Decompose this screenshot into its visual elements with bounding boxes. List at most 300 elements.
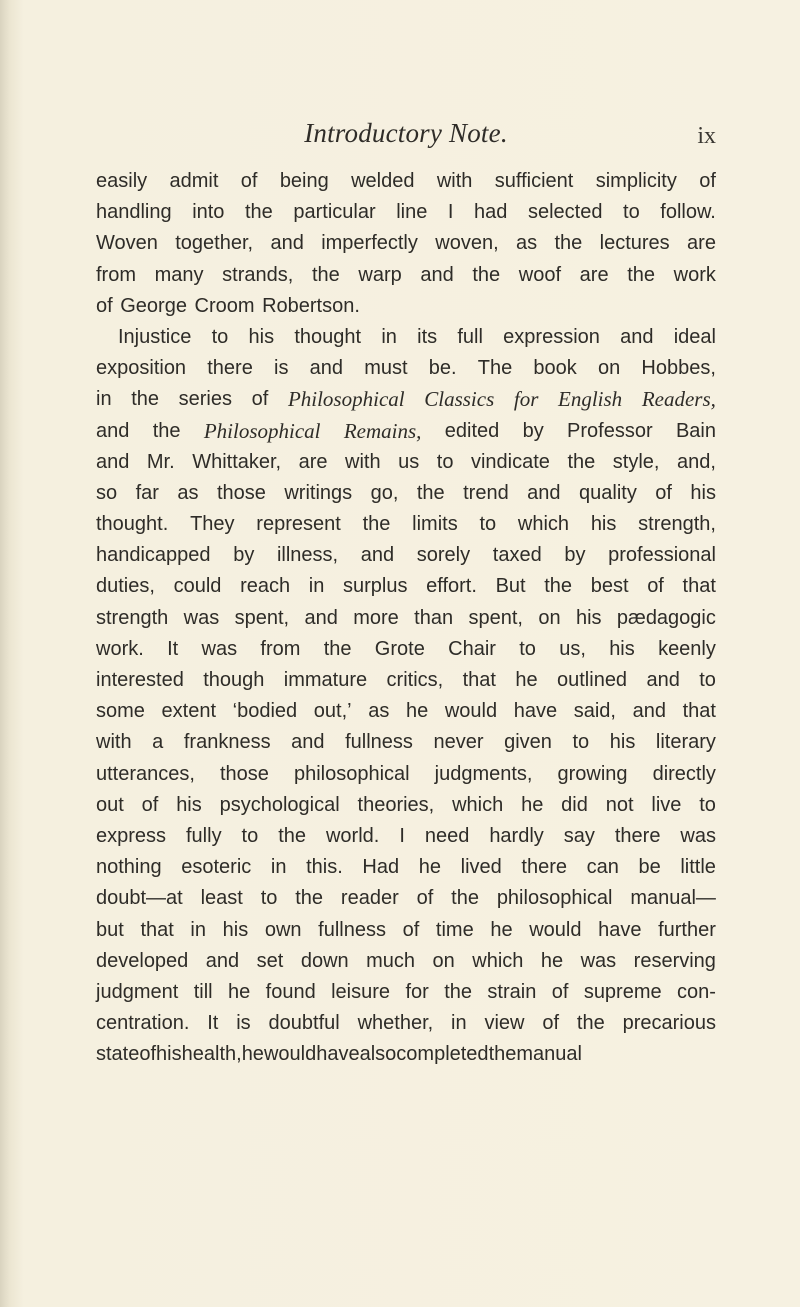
word: till bbox=[193, 980, 213, 1003]
word: in bbox=[308, 575, 325, 598]
word: writings bbox=[284, 481, 353, 504]
word: the bbox=[323, 637, 352, 660]
word: con- bbox=[677, 980, 716, 1003]
word: Remains, bbox=[343, 418, 422, 443]
word: the bbox=[472, 263, 501, 286]
word: and bbox=[620, 325, 654, 348]
word: Professor bbox=[567, 419, 653, 442]
word: there bbox=[521, 856, 567, 879]
word: particular bbox=[293, 201, 376, 224]
word: of bbox=[416, 887, 434, 910]
word: in bbox=[381, 325, 397, 348]
word: Bain bbox=[675, 419, 716, 442]
word: Grote bbox=[374, 637, 425, 660]
word: doubt—at bbox=[96, 887, 183, 910]
word: he bbox=[521, 793, 544, 816]
word: centration. bbox=[96, 1012, 190, 1035]
word: he bbox=[241, 1043, 264, 1066]
word: I bbox=[447, 201, 454, 224]
word: his bbox=[248, 325, 275, 348]
word: keenly bbox=[658, 637, 716, 660]
word: They bbox=[190, 513, 235, 536]
word: effort. bbox=[426, 575, 477, 598]
word: and bbox=[632, 700, 666, 723]
word: this. bbox=[306, 856, 343, 879]
word: also bbox=[359, 1043, 397, 1066]
word: Injustice bbox=[118, 325, 192, 348]
word: on bbox=[597, 357, 621, 380]
word: psychological bbox=[219, 793, 340, 816]
word: thought. bbox=[96, 513, 169, 536]
word: did bbox=[561, 793, 588, 816]
word: ‘bodied bbox=[232, 700, 298, 723]
word: which bbox=[472, 949, 524, 972]
text-line bbox=[96, 977, 716, 1008]
word: strain bbox=[487, 980, 537, 1003]
word: and bbox=[96, 419, 130, 442]
word: from bbox=[260, 637, 301, 660]
word: style, bbox=[612, 450, 660, 473]
word: the bbox=[451, 887, 479, 910]
word: was bbox=[680, 824, 716, 847]
word: own bbox=[264, 918, 302, 941]
text-line bbox=[96, 322, 716, 353]
word: welded bbox=[351, 170, 415, 192]
word: spent, bbox=[234, 606, 290, 629]
word: and bbox=[304, 606, 338, 629]
word: by bbox=[564, 544, 586, 567]
word: would bbox=[263, 1043, 317, 1066]
word: said, bbox=[573, 700, 616, 723]
word: Whittaker, bbox=[192, 450, 282, 473]
word: state bbox=[96, 1043, 140, 1066]
word: reader bbox=[340, 887, 399, 910]
word: The bbox=[477, 357, 513, 380]
word: the bbox=[416, 481, 445, 504]
word: reach bbox=[240, 575, 291, 598]
word: illness, bbox=[276, 544, 339, 567]
word: his bbox=[156, 1043, 182, 1066]
word: as bbox=[368, 700, 390, 723]
word: he bbox=[405, 700, 429, 723]
word: easily bbox=[96, 170, 148, 192]
text-line bbox=[96, 883, 716, 914]
word: work. bbox=[96, 637, 144, 660]
word: manual bbox=[516, 1043, 582, 1066]
word: the bbox=[576, 1012, 605, 1035]
word: of bbox=[542, 1012, 560, 1035]
word: need bbox=[424, 824, 470, 847]
word: by bbox=[522, 419, 544, 442]
word: the bbox=[278, 824, 307, 847]
word: and bbox=[527, 481, 561, 504]
word: lived bbox=[460, 856, 502, 879]
word: of bbox=[647, 575, 664, 598]
word: of bbox=[699, 170, 716, 192]
word: judgment bbox=[96, 980, 179, 1003]
word: as bbox=[515, 232, 538, 255]
word: time bbox=[435, 918, 474, 941]
word: selected bbox=[527, 201, 603, 224]
word: but bbox=[96, 918, 124, 941]
word: spent, bbox=[468, 606, 523, 629]
word: much bbox=[366, 949, 416, 972]
word: professional bbox=[608, 544, 716, 567]
word: in bbox=[270, 856, 287, 879]
word: though bbox=[203, 669, 265, 691]
body-text bbox=[96, 166, 716, 1070]
word: full bbox=[457, 325, 483, 348]
word: have bbox=[598, 918, 642, 941]
word: many bbox=[154, 263, 204, 286]
word: is bbox=[236, 1012, 251, 1035]
word: are bbox=[687, 232, 716, 255]
word: of bbox=[139, 1043, 157, 1066]
text-line bbox=[96, 759, 716, 790]
word: live bbox=[651, 793, 682, 816]
word: that bbox=[682, 700, 716, 723]
word: warp bbox=[358, 263, 402, 286]
word: of bbox=[240, 170, 258, 192]
word: he bbox=[540, 949, 564, 972]
word: line bbox=[396, 201, 428, 224]
word: his bbox=[609, 731, 636, 754]
text-line bbox=[96, 1039, 716, 1070]
word: he bbox=[490, 918, 513, 941]
text-line bbox=[96, 447, 716, 478]
word: and bbox=[420, 263, 454, 286]
word: that bbox=[682, 575, 716, 598]
word: Philosophical bbox=[287, 387, 405, 412]
word: being bbox=[279, 170, 329, 192]
word: the bbox=[311, 263, 340, 286]
word: nothing bbox=[96, 856, 162, 879]
word: found bbox=[265, 980, 316, 1003]
word: expression bbox=[503, 325, 600, 348]
word: he bbox=[418, 856, 441, 879]
word: its bbox=[417, 325, 438, 348]
word: us bbox=[398, 450, 420, 473]
word: is bbox=[274, 357, 289, 380]
word: with bbox=[345, 450, 381, 473]
word: work bbox=[673, 263, 716, 286]
word: whether, bbox=[357, 1012, 434, 1035]
word: his bbox=[575, 606, 602, 629]
word: world. bbox=[325, 824, 380, 847]
text-line bbox=[96, 790, 716, 821]
word: and bbox=[96, 450, 130, 473]
word: which bbox=[452, 793, 504, 816]
word: there bbox=[207, 357, 253, 380]
word: philosophical bbox=[293, 762, 410, 785]
word: immature bbox=[283, 669, 368, 691]
word: as bbox=[177, 481, 199, 504]
word: Had bbox=[362, 856, 400, 879]
word: utterances, bbox=[96, 762, 195, 785]
text-line bbox=[96, 821, 716, 852]
word: esoteric bbox=[181, 856, 252, 879]
word: further bbox=[658, 918, 716, 941]
word: strands, bbox=[222, 263, 294, 286]
word: us, bbox=[559, 637, 586, 660]
word: the bbox=[245, 201, 273, 224]
word: supreme bbox=[583, 980, 662, 1003]
word: he bbox=[515, 669, 538, 691]
text-line bbox=[96, 696, 716, 727]
word: quality bbox=[579, 481, 637, 504]
word: on bbox=[432, 949, 455, 972]
word: manual— bbox=[630, 887, 716, 910]
word: and bbox=[291, 731, 325, 754]
word: completed bbox=[396, 1043, 489, 1066]
text-line bbox=[96, 509, 716, 540]
word: would bbox=[444, 700, 498, 723]
word: vindicate bbox=[470, 450, 550, 473]
word: growing bbox=[557, 762, 628, 785]
word: hardly bbox=[489, 824, 544, 847]
word: Chair bbox=[448, 637, 496, 660]
word: which bbox=[517, 513, 570, 536]
word: was bbox=[183, 606, 220, 629]
word: have bbox=[316, 1043, 360, 1066]
word: that bbox=[462, 669, 496, 691]
word: doubtful bbox=[268, 1012, 340, 1035]
word: represent bbox=[256, 513, 341, 536]
word: view bbox=[484, 1012, 525, 1035]
text-line bbox=[96, 197, 716, 228]
text-line bbox=[96, 353, 716, 384]
word: in bbox=[451, 1012, 467, 1035]
word: not bbox=[605, 793, 634, 816]
word: of George Croom Robertson. bbox=[96, 294, 360, 317]
word: directly bbox=[652, 762, 716, 785]
word: out,’ bbox=[313, 700, 352, 723]
word: into bbox=[192, 201, 225, 224]
word: sorely bbox=[416, 544, 471, 567]
word: little bbox=[680, 856, 716, 879]
word: more bbox=[353, 606, 399, 629]
text-line bbox=[96, 166, 716, 197]
word: leisure bbox=[331, 980, 391, 1003]
word: he bbox=[227, 980, 251, 1003]
word: say bbox=[563, 824, 595, 847]
word: woof bbox=[518, 263, 562, 286]
word: those bbox=[216, 481, 266, 504]
word: to bbox=[241, 824, 259, 847]
text-line bbox=[96, 915, 716, 946]
word: ideal bbox=[673, 325, 716, 348]
word: limits bbox=[412, 513, 458, 536]
word: with bbox=[436, 170, 473, 192]
word: to bbox=[436, 450, 454, 473]
word: of bbox=[251, 388, 269, 411]
text-line bbox=[96, 603, 716, 634]
word: and bbox=[270, 232, 304, 255]
word: trend bbox=[463, 481, 509, 504]
word: to bbox=[260, 887, 278, 910]
word: his bbox=[222, 918, 249, 941]
word: strength, bbox=[638, 513, 716, 536]
word: have bbox=[513, 700, 558, 723]
word: judgments, bbox=[434, 762, 533, 785]
word: pædagogic bbox=[616, 606, 716, 629]
word: book bbox=[533, 357, 577, 380]
word: of bbox=[551, 980, 569, 1003]
word: health, bbox=[181, 1043, 242, 1066]
word: But bbox=[495, 575, 526, 598]
word: to bbox=[519, 637, 536, 660]
word: to bbox=[479, 513, 497, 536]
word: in bbox=[190, 918, 206, 941]
word: English bbox=[558, 387, 623, 412]
word: down bbox=[300, 949, 349, 972]
word: the bbox=[362, 513, 391, 536]
word: than bbox=[414, 606, 454, 629]
word: sufficient bbox=[494, 170, 574, 192]
word: edited bbox=[444, 419, 500, 442]
word: that bbox=[140, 918, 174, 941]
word: fullness bbox=[345, 731, 413, 754]
word: with bbox=[96, 731, 132, 754]
running-title: Introductory Note. bbox=[304, 118, 508, 148]
word: and, bbox=[676, 450, 716, 473]
word: frankness bbox=[183, 731, 271, 754]
word: his bbox=[590, 513, 617, 536]
word: extent bbox=[161, 700, 217, 723]
word: and bbox=[360, 544, 395, 567]
word: Hobbes, bbox=[641, 357, 716, 380]
word: on bbox=[538, 606, 561, 629]
word: simplicity bbox=[595, 170, 677, 192]
word: critics, bbox=[386, 669, 444, 691]
word: to bbox=[699, 669, 716, 691]
word: a bbox=[152, 731, 164, 754]
word: woven, bbox=[435, 232, 499, 255]
word: was bbox=[201, 637, 238, 660]
word: best bbox=[590, 575, 629, 598]
word: of bbox=[402, 918, 420, 941]
text-line bbox=[96, 291, 716, 322]
word: the bbox=[295, 887, 324, 910]
word: would bbox=[529, 918, 582, 941]
word: the bbox=[444, 980, 472, 1003]
word: express bbox=[96, 824, 167, 847]
word: I bbox=[399, 824, 405, 847]
word: those bbox=[219, 762, 269, 785]
word: his bbox=[176, 793, 202, 816]
word: far bbox=[135, 481, 159, 504]
word: developed bbox=[96, 949, 189, 972]
word: his bbox=[609, 637, 635, 660]
word: in bbox=[96, 388, 112, 411]
word: the bbox=[131, 388, 160, 411]
word: handling bbox=[96, 201, 172, 224]
word: duties, bbox=[96, 575, 155, 598]
word: there bbox=[614, 824, 661, 847]
text-line bbox=[96, 260, 716, 291]
text-line bbox=[96, 540, 716, 571]
word: Readers, bbox=[641, 387, 716, 412]
word: philosophical bbox=[496, 887, 613, 910]
word: and bbox=[205, 949, 240, 972]
word: could bbox=[173, 575, 222, 598]
word: out bbox=[96, 793, 124, 816]
text-line bbox=[96, 384, 716, 415]
word: Philosophical bbox=[203, 418, 321, 443]
text-line bbox=[96, 634, 716, 665]
text-line bbox=[96, 946, 716, 977]
word: to bbox=[572, 731, 590, 754]
word: interested bbox=[96, 669, 184, 691]
word: fully bbox=[186, 824, 222, 847]
word: It bbox=[207, 1012, 219, 1035]
word: outlined bbox=[557, 669, 628, 691]
word: taxed bbox=[492, 544, 542, 567]
text-line bbox=[96, 228, 716, 259]
word: the bbox=[488, 1043, 517, 1066]
word: for bbox=[513, 387, 539, 412]
word: together, bbox=[175, 232, 254, 255]
word: series bbox=[178, 388, 232, 411]
text-line bbox=[96, 852, 716, 883]
word: to bbox=[211, 325, 229, 348]
word: the bbox=[152, 419, 181, 442]
word: so bbox=[96, 481, 118, 504]
text-line bbox=[96, 727, 716, 758]
word: strength bbox=[96, 606, 169, 629]
word: Mr. bbox=[146, 450, 175, 473]
word: fullness bbox=[318, 918, 386, 941]
word: had bbox=[474, 201, 508, 224]
word: the bbox=[554, 232, 583, 255]
word: handicapped bbox=[96, 544, 211, 567]
word: It bbox=[167, 637, 179, 660]
word: imperfectly bbox=[321, 232, 418, 255]
text-line bbox=[96, 571, 716, 602]
word: of bbox=[655, 481, 672, 504]
word: to bbox=[623, 201, 640, 224]
word: lectures bbox=[599, 232, 670, 255]
word: reserving bbox=[633, 949, 716, 972]
word: the bbox=[627, 263, 656, 286]
word: precarious bbox=[622, 1012, 716, 1035]
word: and bbox=[646, 669, 680, 691]
word: Classics bbox=[424, 387, 495, 412]
word: exposition bbox=[96, 357, 187, 380]
word: are bbox=[298, 450, 328, 473]
word: be bbox=[638, 856, 661, 879]
text-line bbox=[96, 665, 716, 696]
word: follow. bbox=[660, 201, 716, 224]
word: least bbox=[200, 887, 243, 910]
page-number: ix bbox=[697, 123, 716, 149]
page-header bbox=[96, 118, 716, 158]
word: literary bbox=[655, 731, 716, 754]
word: go, bbox=[370, 481, 399, 504]
word: his bbox=[690, 481, 716, 504]
word: of bbox=[141, 793, 159, 816]
text-line bbox=[96, 416, 716, 447]
word: Woven bbox=[96, 232, 158, 255]
word: must bbox=[364, 357, 408, 380]
word: set bbox=[256, 949, 284, 972]
word: be. bbox=[428, 357, 457, 380]
word: given bbox=[504, 731, 552, 754]
word: the bbox=[567, 450, 596, 473]
word: from bbox=[96, 263, 136, 286]
word: can bbox=[586, 856, 619, 879]
word: surplus bbox=[342, 575, 408, 598]
